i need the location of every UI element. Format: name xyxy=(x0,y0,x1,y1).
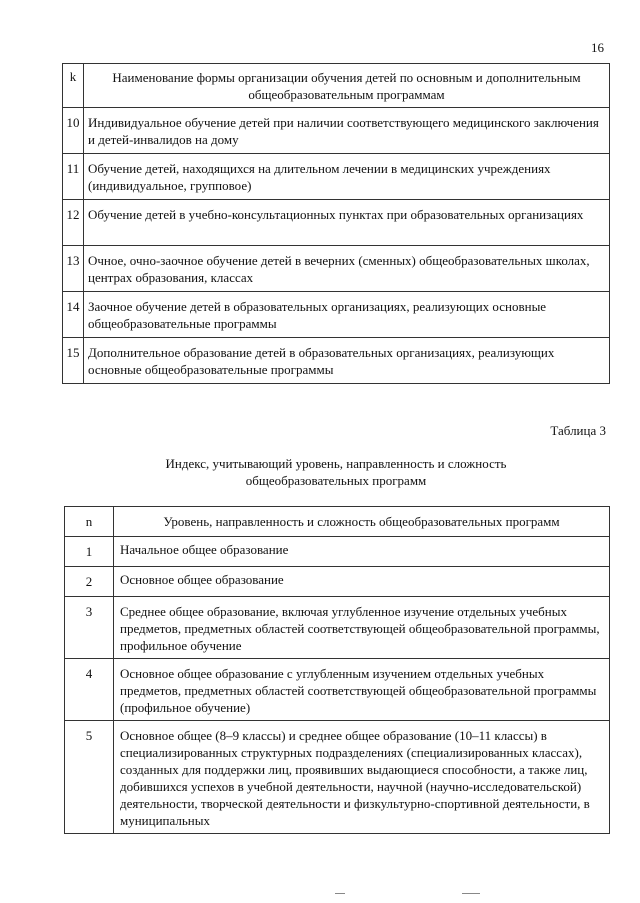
page-number: 16 xyxy=(591,40,604,55)
row-text: Заочное обучение детей в образовательных организациях, реализующих основные общеобразовательные программы xyxy=(84,292,610,338)
row-text: Индивидуальное обучение детей при наличии соответствующего медицинского заключения и детей-инвалидов на дому xyxy=(84,108,610,154)
table-row xyxy=(65,567,610,597)
row-number: 15 xyxy=(63,338,84,384)
row-number: 3 xyxy=(65,597,114,659)
row-text: Обучение детей в учебно-консультационных пунктах при образовательных организациях xyxy=(84,200,610,246)
table-header-row xyxy=(63,64,610,108)
table-row xyxy=(63,154,610,200)
row-number: 2 xyxy=(65,567,114,597)
table-row xyxy=(65,721,610,834)
column-header-program-level: Уровень, направленность и сложность общеобразовательных программ xyxy=(114,507,610,537)
table-row xyxy=(63,200,610,246)
column-header-form-name: Наименование формы организации обучения детей по основным и дополнительным общеобразовательным программам xyxy=(84,64,610,108)
column-header-k: k xyxy=(63,64,84,108)
table-row xyxy=(65,597,610,659)
scan-artifact xyxy=(462,893,480,894)
row-text: Обучение детей, находящихся на длительном лечении в медицинских учреждениях (индивидуальное, групповое) xyxy=(84,154,610,200)
table-3-caption xyxy=(62,455,610,489)
row-number: 5 xyxy=(65,721,114,834)
table-header-row xyxy=(65,507,610,537)
scan-artifact xyxy=(335,893,345,894)
row-number: 14 xyxy=(63,292,84,338)
row-number: 1 xyxy=(65,537,114,567)
table-row xyxy=(65,537,610,567)
row-number: 11 xyxy=(63,154,84,200)
row-number: 4 xyxy=(65,659,114,721)
caption-line: общеобразовательных программ xyxy=(245,473,427,488)
row-number: 10 xyxy=(63,108,84,154)
row-text: Основное общее (8–9 классы) и среднее общее образование (10–11 классы) в специализированных структурных подразделениях (специализированных классах), созданных для поддержки лиц, проявивших выдающиеся способности, а также лиц, добившихся успехов в учебной деятельности, научной (научно-исследовательской) деятельности, творческой деятельности и физкультурно-спортивной деятельности, в муниципальных xyxy=(114,721,610,834)
program-levels-table xyxy=(64,506,610,834)
row-text: Основное общее образование xyxy=(114,567,610,597)
caption-line: Индекс, учитывающий уровень, направленность и сложность xyxy=(165,456,507,471)
table-3-label: Таблица 3 xyxy=(550,423,606,438)
table-row xyxy=(63,246,610,292)
row-text: Среднее общее образование, включая углубленное изучение отдельных учебных предметов, предметных областей соответствующей общеобразовательной программы, профильное обучение xyxy=(114,597,610,659)
row-text: Начальное общее образование xyxy=(114,537,610,567)
table-row xyxy=(63,108,610,154)
table-row xyxy=(63,292,610,338)
row-text: Основное общее образование с углубленным изучением отдельных учебных предметов, предметных областей соответствующей общеобразовательной программы (профильное обучение) xyxy=(114,659,610,721)
table-row xyxy=(63,338,610,384)
row-number: 13 xyxy=(63,246,84,292)
column-header-n: n xyxy=(65,507,114,537)
row-text: Дополнительное образование детей в образовательных организациях, реализующих основные общеобразовательные программы xyxy=(84,338,610,384)
row-text: Очное, очно-заочное обучение детей в вечерних (сменных) общеобразовательных школах, центрах образования, классах xyxy=(84,246,610,292)
row-number: 12 xyxy=(63,200,84,246)
table-row xyxy=(65,659,610,721)
education-forms-table xyxy=(62,63,610,384)
